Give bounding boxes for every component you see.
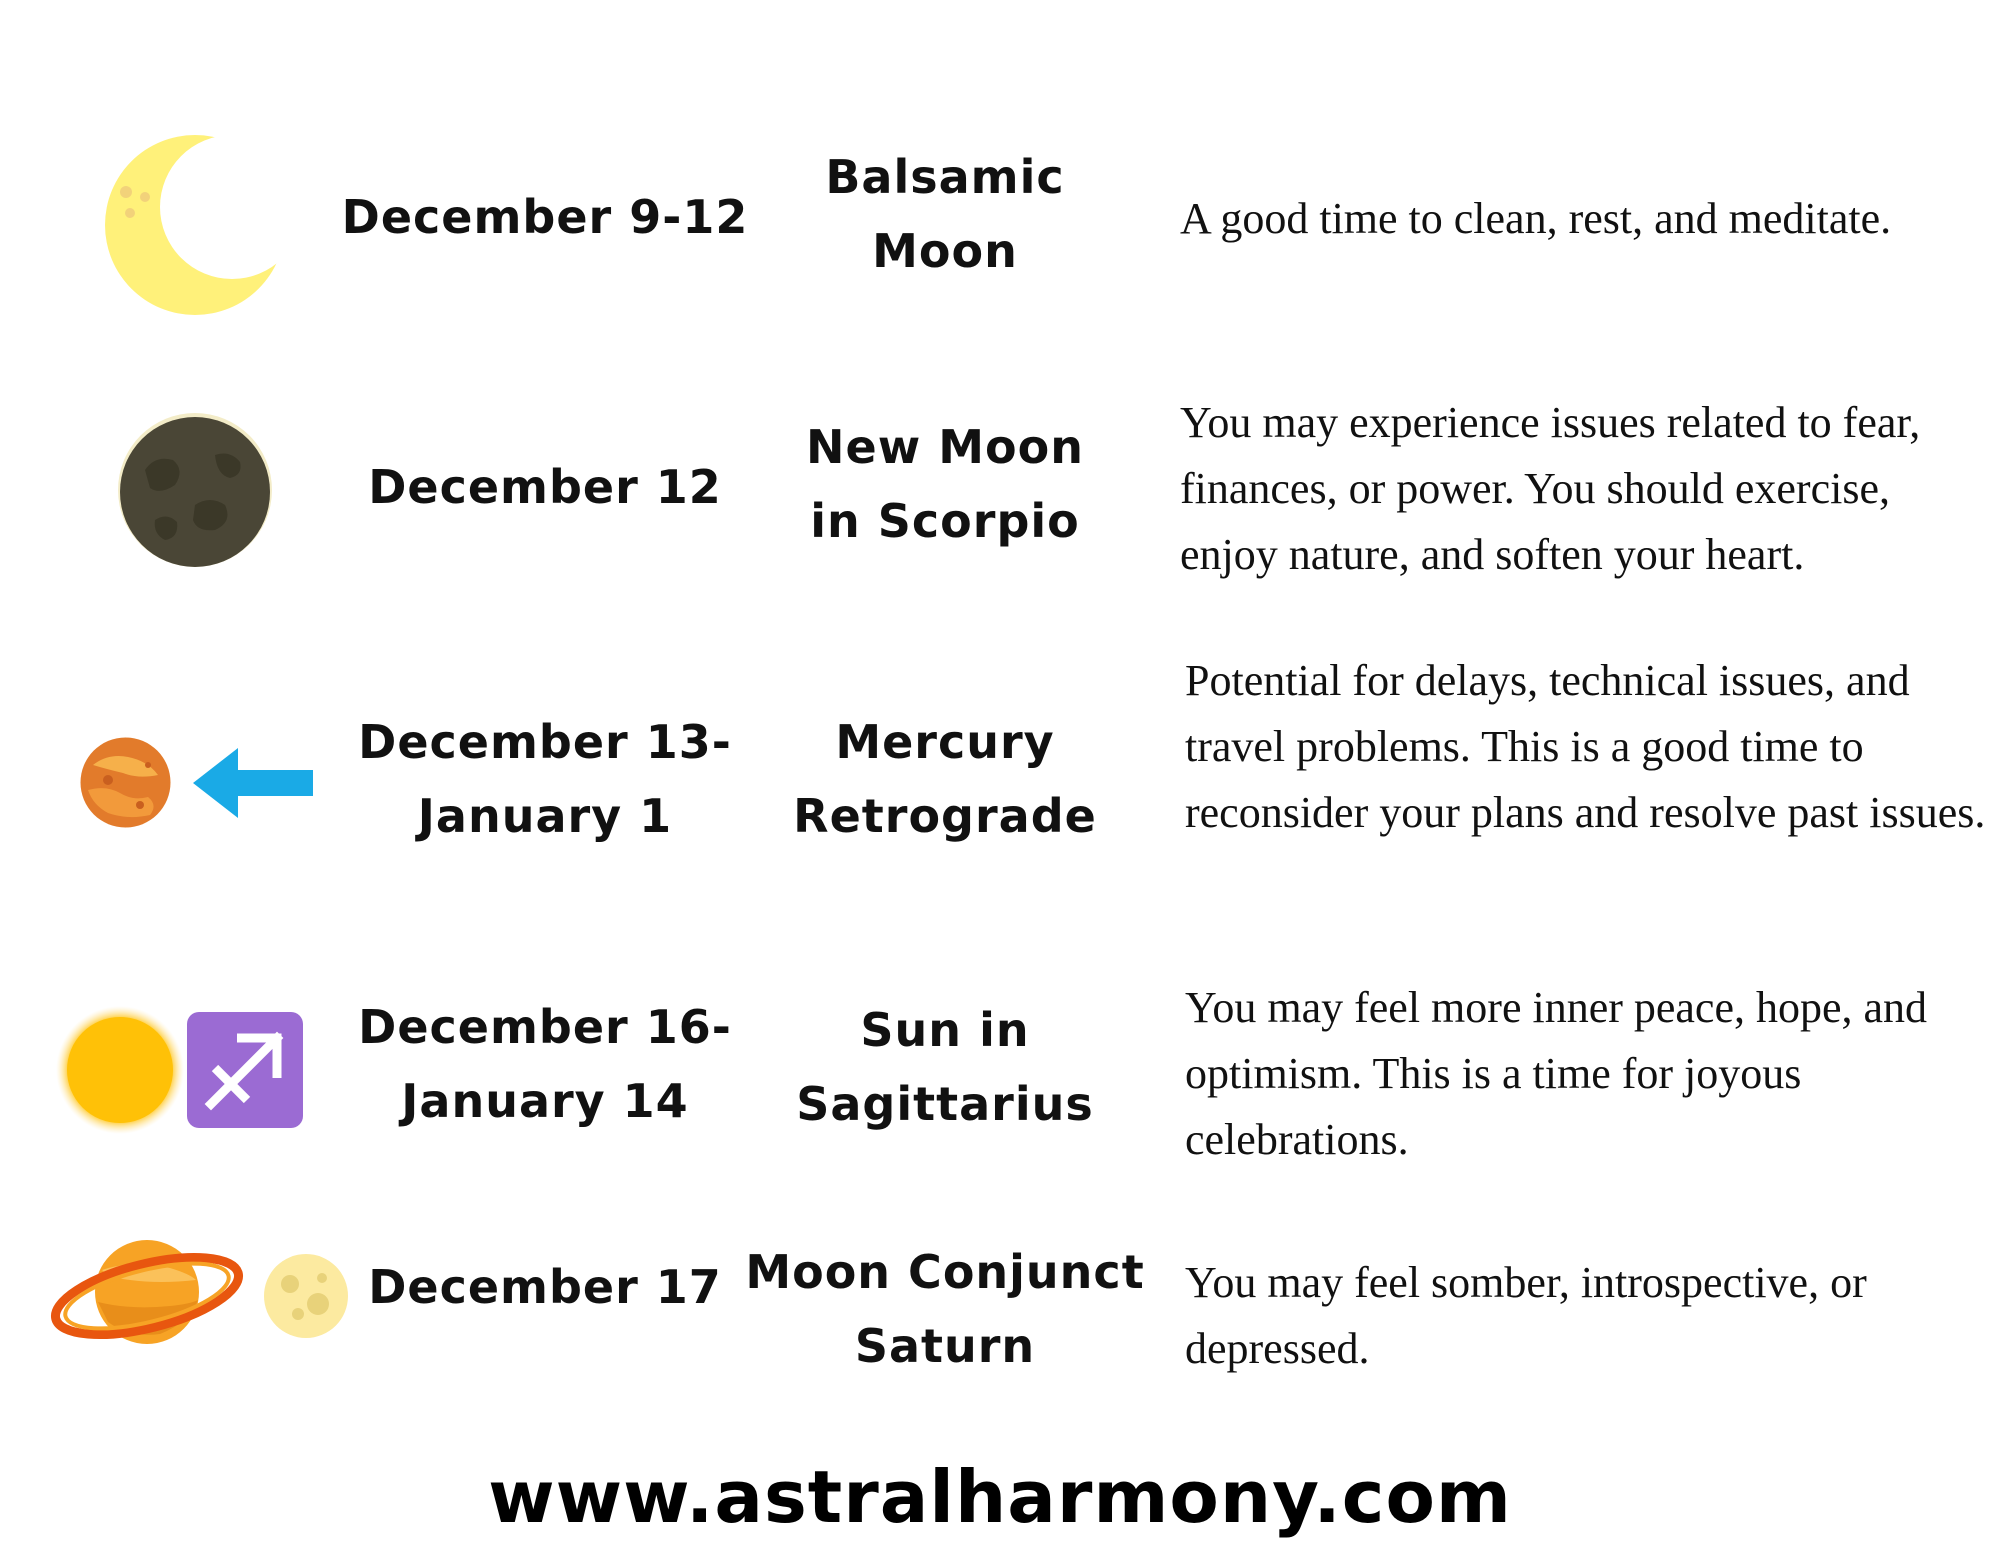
event-title-line1: Mercury [835, 715, 1055, 769]
event-description: You may experience issues related to fear, finances, or power. You should exercise, enjoy nature, and soften your heart. [1180, 398, 1921, 579]
event-date-line1: December 13- [358, 715, 732, 769]
event-description: Potential for delays, technical issues, and travel problems. This is a good time to reconsider your plans and resolve past issues. [1185, 656, 1986, 837]
event-title-line2: in Scorpio [810, 494, 1080, 548]
event-title-line2: Saturn [854, 1319, 1036, 1373]
event-date-line1: December 16- [358, 1000, 732, 1054]
event-title-line1: Moon Conjunct [745, 1245, 1145, 1299]
website-url[interactable]: www.astralharmony.com [488, 1455, 1512, 1539]
event-title-line1: New Moon [806, 420, 1084, 474]
event-description: You may feel somber, introspective, or depressed. [1185, 1258, 1867, 1373]
event-date: December 9-12 [341, 190, 749, 244]
event-date-line2: January 1 [417, 789, 673, 843]
event-description: You may feel more inner peace, hope, and optimism. This is a time for joyous celebrations. [1185, 983, 1928, 1164]
event-title-line2: Moon [872, 224, 1018, 278]
event-title-line2: Sagittarius [796, 1077, 1094, 1131]
event-title-line2: Retrograde [793, 789, 1097, 843]
event-date: December 17 [368, 1260, 722, 1314]
saturn-planet-icon [50, 1230, 245, 1355]
event-description: A good time to clean, rest, and meditate. [1180, 194, 1892, 243]
event-date: December 12 [368, 460, 722, 514]
event-date-line2: January 14 [401, 1074, 689, 1128]
event-title-line1: Sun in [860, 1003, 1030, 1057]
event-title-line1: Balsamic [825, 150, 1065, 204]
